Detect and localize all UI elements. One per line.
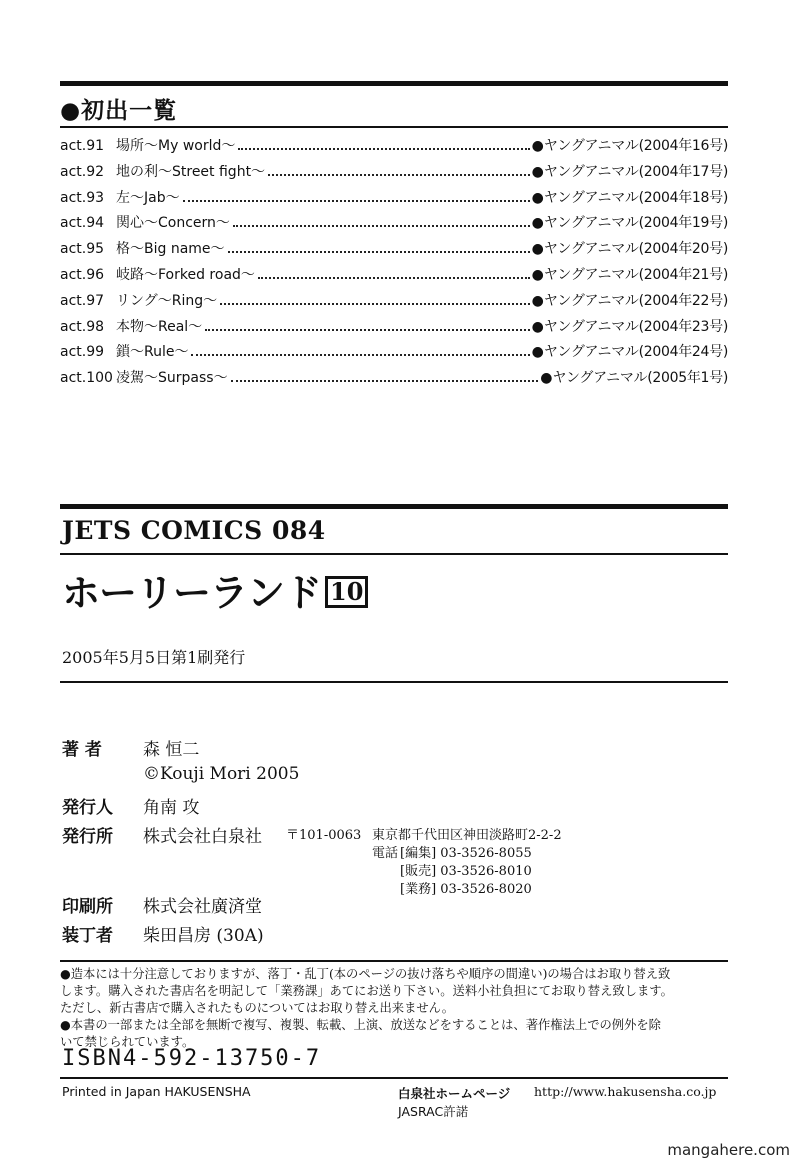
heading-underline: [60, 126, 728, 128]
chapter-title: 本物〜Real〜: [116, 318, 203, 335]
designer-label: 装丁者: [62, 926, 113, 946]
series-label: JETS COMICS 084: [62, 516, 326, 545]
bullet-icon: ●: [531, 344, 544, 361]
bullet-icon: ●: [531, 266, 544, 283]
magazine-issue: ヤングアニマル(2004年24号): [543, 344, 728, 361]
magazine-issue: ヤングアニマル(2004年21号): [543, 266, 728, 283]
act-number: act.96: [60, 266, 105, 283]
magazine-issue: ヤングアニマル(2004年23号): [543, 318, 728, 335]
chapter-title: 凌駕〜Surpass〜: [116, 370, 228, 387]
leader-dots: [268, 173, 530, 176]
publication-date: 2005年5月5日第1刷発行: [62, 648, 246, 667]
act-number: act.92: [60, 163, 105, 180]
list-item: [60, 187, 728, 213]
chapter-title: 岐路〜Forked road〜: [116, 266, 255, 283]
magazine-issue: ヤングアニマル(2004年16号): [543, 138, 728, 154]
bullet-icon: ●: [531, 138, 544, 154]
list-item: [60, 316, 728, 342]
leader-dots: [228, 250, 530, 253]
magazine-issue: ヤングアニマル(2004年20号): [543, 241, 728, 258]
act-number: act.99: [60, 344, 105, 361]
act-number: act.91: [60, 138, 105, 154]
phone-label: 電話: [372, 846, 399, 861]
address: 東京都千代田区神田淡路町2-2-2: [372, 828, 562, 843]
list-item: [60, 212, 728, 238]
phone-edit: [編集] 03-3526-8055: [400, 846, 532, 861]
leader-dots: [258, 276, 530, 279]
copyright: ©Kouji Mori 2005: [143, 764, 300, 784]
list-item: [60, 135, 728, 161]
act-number: act.97: [60, 292, 105, 309]
book-title: [62, 562, 368, 617]
printer-name: 株式会社廣済堂: [143, 897, 262, 917]
printed-in: Printed in Japan HAKUSENSHA: [62, 1084, 251, 1099]
leader-dots: [231, 379, 539, 382]
first-appearance-list: [60, 135, 728, 393]
volume-badge: 10: [325, 576, 368, 608]
magazine-issue: ヤングアニマル(2004年19号): [543, 215, 728, 232]
publisher-name: 株式会社白泉社: [143, 827, 262, 847]
list-item: [60, 161, 728, 187]
act-number: act.95: [60, 241, 105, 258]
watermark: mangahere.com: [667, 1141, 790, 1159]
notice-top-rule: [60, 960, 728, 962]
isbn-underline: [60, 1077, 728, 1079]
list-item: [60, 367, 728, 393]
designer-name: 柴田昌房 (30A): [143, 926, 264, 946]
chapter-title: リング〜Ring〜: [116, 292, 218, 309]
leader-dots: [191, 353, 529, 356]
date-underline: [60, 681, 728, 683]
chapter-title: 関心〜Concern〜: [116, 215, 230, 232]
phone-business: [業務] 03-3526-8020: [400, 882, 532, 897]
series-underline: [60, 553, 728, 555]
notice-line: ●本書の一部または全部を無断で複写、複製、転載、上演、放送などをすることは、著作権法上での例外を除: [60, 1018, 661, 1032]
notice-line: ●造本には十分注意しておりますが、落丁・乱丁(本のページの抜け落ちや順序の間違い)の場合はお取り替え致: [60, 967, 671, 981]
postal-code: 〒101-0063: [286, 828, 362, 843]
chapter-title: 左〜Jab〜: [116, 189, 180, 206]
bullet-icon: ●: [531, 163, 544, 180]
isbn: ISBN4-592-13750-7: [62, 1046, 322, 1071]
chapter-title: 格〜Big name〜: [116, 241, 225, 258]
top-rule: [60, 81, 728, 86]
magazine-issue: ヤングアニマル(2005年1号): [552, 370, 728, 387]
list-item: [60, 264, 728, 290]
notice-block: [60, 966, 673, 1051]
bullet-icon: ●: [531, 318, 544, 335]
homepage-url[interactable]: http://www.hakusensha.co.jp: [534, 1084, 717, 1099]
chapter-title: 地の利〜Street fight〜: [116, 163, 266, 180]
act-number: act.94: [60, 215, 105, 232]
magazine-issue: ヤングアニマル(2004年22号): [543, 292, 728, 309]
list-item: [60, 341, 728, 367]
bullet-icon: ●: [531, 189, 544, 206]
bullet-icon: ●: [531, 215, 544, 232]
leader-dots: [238, 147, 529, 150]
author-label: 著 者: [62, 740, 102, 760]
magazine-issue: ヤングアニマル(2004年17号): [543, 163, 728, 180]
list-item: [60, 238, 728, 264]
colophon-top-rule: [60, 504, 728, 509]
chapter-title: 鎖〜Rule〜: [116, 344, 189, 361]
chapter-title: 場所〜My world〜: [116, 138, 236, 154]
jasrac-notice: JASRAC許諾: [398, 1104, 469, 1119]
notice-line: します。購入された書店名を明記して「業務課」あてにお送り下さい。送料小社負担にてお取り替え致します。: [60, 984, 673, 998]
leader-dots: [233, 224, 530, 227]
first-appearance-heading: ●初出一覧: [60, 98, 178, 124]
leader-dots: [205, 328, 529, 331]
act-number: act.93: [60, 189, 105, 206]
notice-line: いて禁じられています。: [60, 1035, 195, 1049]
publisher-label: 発行所: [62, 827, 113, 847]
list-item: [60, 290, 728, 316]
printer-label: 印刷所: [62, 897, 113, 917]
book-title-text: ホーリーランド: [62, 571, 322, 615]
bullet-icon: ●: [540, 370, 553, 387]
act-number: act.100: [60, 370, 113, 387]
publisher-person-label: 発行人: [62, 798, 113, 818]
notice-line: ただし、新古書店で購入されたものについてはお取り替え出来ません。: [60, 1001, 454, 1015]
publisher-person: 角南 攻: [143, 798, 200, 818]
leader-dots: [220, 302, 530, 305]
magazine-issue: ヤングアニマル(2004年18号): [543, 189, 728, 206]
phone-sales: [販売] 03-3526-8010: [400, 864, 532, 879]
bullet-icon: ●: [531, 241, 544, 258]
homepage-label: 白泉社ホームページ: [398, 1086, 511, 1101]
author-name: 森 恒二: [143, 740, 200, 760]
act-number: act.98: [60, 318, 105, 335]
bullet-icon: ●: [531, 292, 544, 309]
leader-dots: [183, 199, 530, 202]
